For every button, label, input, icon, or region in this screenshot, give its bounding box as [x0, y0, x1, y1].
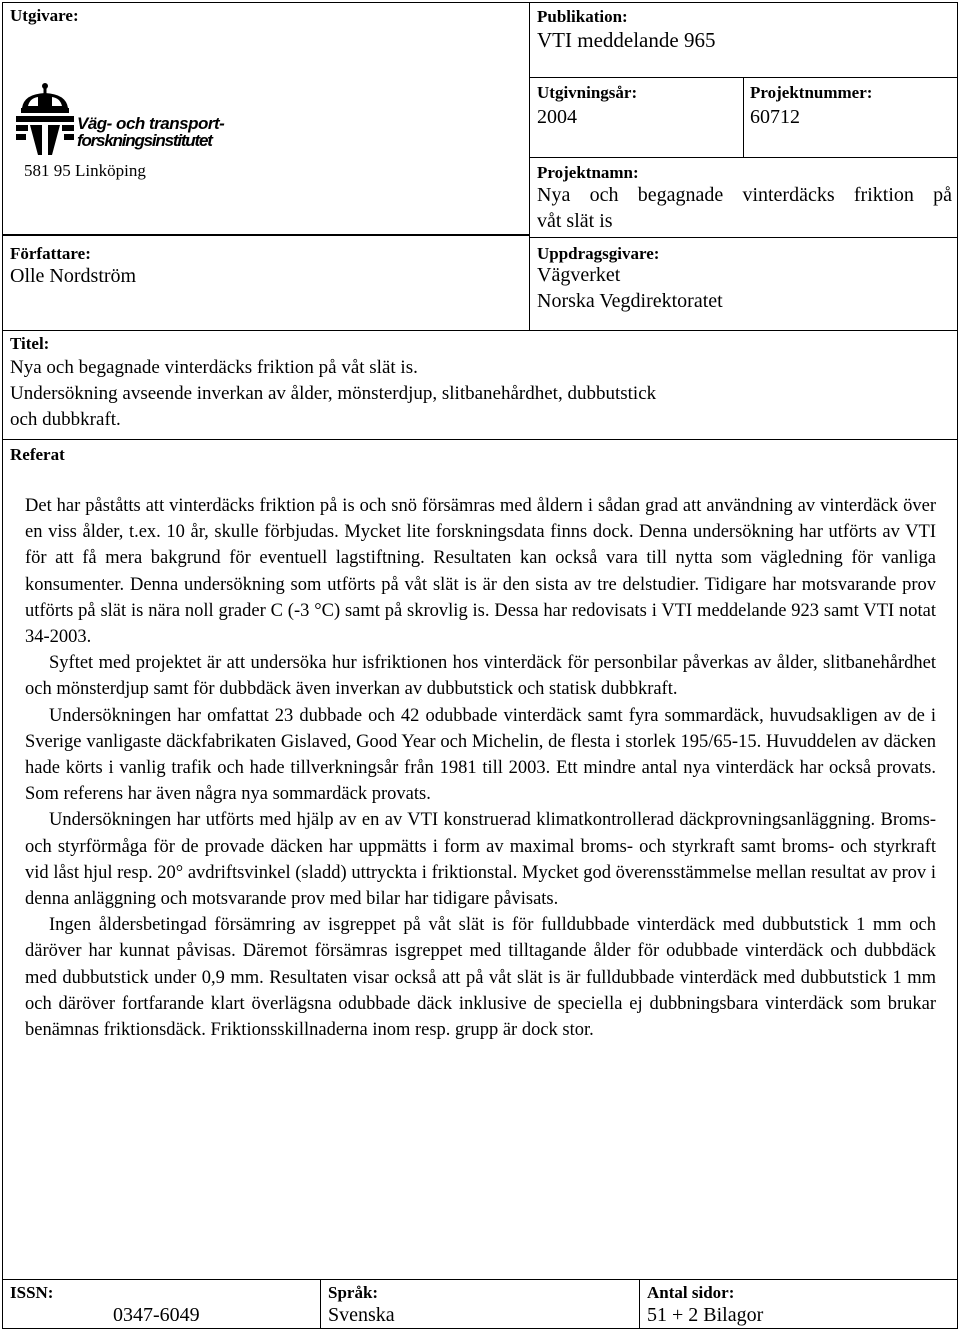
abstract-paragraph: Undersökningen har omfattat 23 dubbade och 42 odubbade vinterdäck samt fyra sommardäck, huvudsakligen av de i Sverige vanligaste däckfabrikaten Gislaved, Good Year och Michelin, de flesta i storlek 195/65-15. Huvuddelen av däcken hade körts i vanlig trafik och hade tillverkningsår från 1981 till 2003. Ett mindre antal nya vinterdäck har också provats. Som referens har även några nya sommardäck provats. — [25, 705, 936, 805]
publisher-label: Utgivare: — [10, 6, 79, 25]
author-value: Olle Nordström — [10, 265, 137, 287]
pages-label: Antal sidor: — [647, 1283, 735, 1302]
logo-wordmark — [77, 115, 224, 149]
abstract-body — [25, 493, 936, 1043]
abstract-paragraph: Det har påståtts att vinterdäcks friktion på is och snö försämras med åldern i sådan grad att användning av vinterdäck över en viss ålder, t.ex. 10 år, skulle förbjudas. Mycket lite forskningsdata finns dock. Denna undersökning har utförts av VTI för att få mera bakgrund för eventuell lagstiftning. Resultaten kan också vara till nytta som vägledning för vanliga konsumenter. Denna undersökning som utförts på våt slät is är den sista av tre delstudier. Tidigare har motsvarande prov utförts på slät is nära noll grader C (-3 °C) samt på skrovlig is. Dessa har redovisats i VTI meddelande 923 samt VTI notat 34-2003. — [25, 496, 936, 648]
author-label: Författare: — [10, 244, 91, 263]
vti-logo — [16, 82, 246, 162]
issn-label: ISSN: — [10, 1283, 54, 1302]
project-name-line-2: våt slät is — [537, 210, 613, 232]
issn-value: 0347-6049 — [113, 1304, 200, 1326]
title-line-2: Undersökning avseende inverkan av ålder, mönsterdjup, slitbanehårdhet, dubbutstick — [10, 383, 657, 404]
project-number-label: Projektnummer: — [750, 83, 873, 102]
client-label: Uppdragsgivare: — [537, 244, 660, 263]
client-line-2: Norska Vegdirektoratet — [537, 290, 723, 312]
year-label: Utgivningsår: — [537, 83, 638, 102]
client-line-1: Vägverket — [537, 264, 621, 286]
publication-value: VTI meddelande 965 — [537, 28, 716, 52]
language-label: Språk: — [328, 1283, 379, 1302]
abstract-paragraph: Syftet med projektet är att undersöka hur isfriktionen hos vinterdäck för personbilar påverkas av ålder, slitbanehårdhet och mönsterdjup samt för dubbdäck även inverkan av dubbutstick och statisk dubbkraft. — [25, 653, 936, 700]
abstract-paragraph: Ingen åldersbetingad försämring av isgreppet på våt slät is för fulldubbade vinterdäck med dubbutstick 1 mm och däröver har kunnat påvisas. Däremot försämras isgreppet med tilltagande ålder för odubbade vinterdäck och dubbdäck med dubbutstick under 0,9 mm. Resultaten visar också att på våt slät is är fulldubbade vinterdäck med dubbutstick 1 mm och däröver fortfarande klart överlägsna odubbade däck inklusive de speciella ej dubbningsbara vinterdäck som brukar benämnas friktionsdäck. Friktionsskillnaderna inom resp. grupp är dock stor. — [25, 915, 936, 1041]
title-line-3: och dubbkraft. — [10, 409, 121, 430]
title-line-1: Nya och begagnade vinterdäcks friktion på våt slät is. — [10, 357, 418, 378]
abstract-label: Referat — [10, 445, 65, 464]
title-label: Titel: — [10, 334, 50, 353]
logo-line-1: Väg- och transport- — [77, 114, 225, 133]
language-value: Svenska — [328, 1304, 395, 1326]
project-name-label: Projektnamn: — [537, 163, 639, 182]
project-number-value: 60712 — [750, 106, 800, 128]
publisher-address: 581 95 Linköping — [24, 161, 146, 180]
crown-emblem-icon — [16, 82, 74, 156]
pages-value: 51 + 2 Bilagor — [647, 1304, 764, 1326]
abstract-paragraph: Undersökningen har utförts med hjälp av en av VTI konstruerad klimatkontrollerad däckprovningsanläggning. Broms- och styrförmåga för de provade däcken har uppmätts i form av maximal broms- och styrkraft samt broms- och styrkraft vid låst hjul resp. 20° avdriftsvinkel (sladd) uttryckta i friktionstal. Mycket god överensstämmelse mellan resultat av prov i denna anläggning och motsvarande prov med bilar har tidigare påvisats. — [25, 810, 936, 910]
year-value: 2004 — [537, 106, 577, 128]
logo-line-2: forskningsinstitutet — [77, 131, 212, 150]
publication-label: Publikation: — [537, 7, 628, 26]
project-name-line-1: Nya och begagnade vinterdäcks friktion på — [537, 184, 952, 206]
